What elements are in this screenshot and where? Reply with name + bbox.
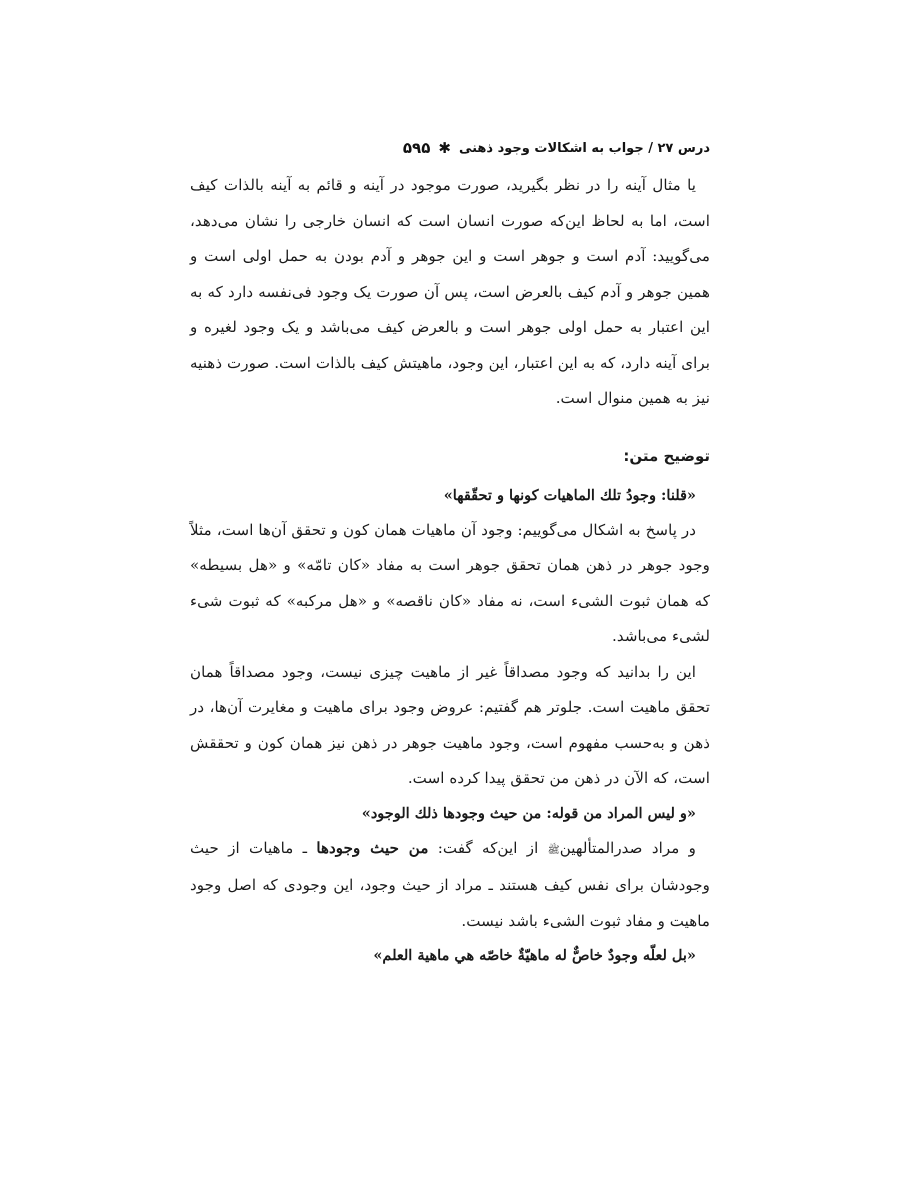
quoted-text-2: «و لیس المراد من قوله: من حیث وجودها ذلك الوجود» [361,804,696,822]
quoted-text-1: «قلنا: وجودُ تلك الماهیات کونها و تحقّقها» [443,486,696,504]
paragraph-mirror-example: یا مثال آینه را در نظر بگیرید، صورت موجود در آینه و قائم به آینه بالذات کیف است، اما به لحاظ این‌که صورت انسان است که انسان خارجی را نشان می‌دهد، می‌گویید: آدم است و جوهر است و این جوهر و آدم بودن به حمل اولی است و همین جوهر و آدم کیف بالعرض است، پس آن صورت یک وجود فی‌نفسه دارد که به این اعتبار به حمل اولی جوهر است و بالعرض کیف می‌باشد و یک وجود لغیره و برای آینه دارد، که به این اعتبار، این وجود، ماهیتش کیف بالذات است. صورت ذهنیه نیز به همین منوال است. [190,176,710,407]
running-head-title: درس ۲۷ / جواب به اشکالات وجود ذهنی [458,140,710,156]
page-number: ۵۹۵ [402,139,431,157]
paragraph-sadra-bold: من حیث وجودها [316,838,429,857]
paragraph-sadra-text-3: ـ ماهیات از حیث وجودشان برای نفس کیف هستند ـ مراد از حیث وجود، این وجودی که اصل وجود ماهیت و مفاد ثبوت الشیء باشد نیست. [190,838,710,930]
paragraph-sadra [190,831,710,940]
running-head [190,128,710,168]
paragraph-sadra-text-1: و مراد صدرالمتألهین [559,838,696,857]
section-heading: توضیح متن: [623,446,710,465]
paragraph-sadra-text-2: از این‌که گفت: [428,838,548,857]
flower-ornament-icon: ✱ [438,138,451,157]
body-text [190,168,710,973]
quoted-text-3: «بل لعلّه وجودٌ خاصٌّ له ماهیّةٌ خاصّه هي ماهیة العلم» [373,947,696,964]
paragraph-existence: این را بدانید که وجود مصداقاً غیر از ماهیت چیزی نیست، وجود مصداقاً همان تحقق ماهیت است. جلوتر هم گفتیم: عروض وجود برای ماهیت و مغایرت آن‌ها، در ذهن و به‌حسب مفهوم است، وجود ماهیت جوهر در ذهن نیز همان کون و تحققش است، که الآن در ذهن من تحقق پیدا کرده است. [190,662,710,787]
honorific-glyph: ﷺ [547,844,560,856]
paragraph-answer: در پاسخ به اشکال می‌گوییم: وجود آن ماهیات همان کون و تحقق آن‌ها است، مثلاً وجود جوهر در ذهن همان تحقق جوهر است به مفاد «کان تامّه» و «هل بسیطه» که همان ثبوت الشیء است، نه مفاد «کان ناقصه» و «هل مرکبه» که ثبوت شیء لشیء می‌باشد. [190,520,710,645]
book-page [190,128,710,964]
